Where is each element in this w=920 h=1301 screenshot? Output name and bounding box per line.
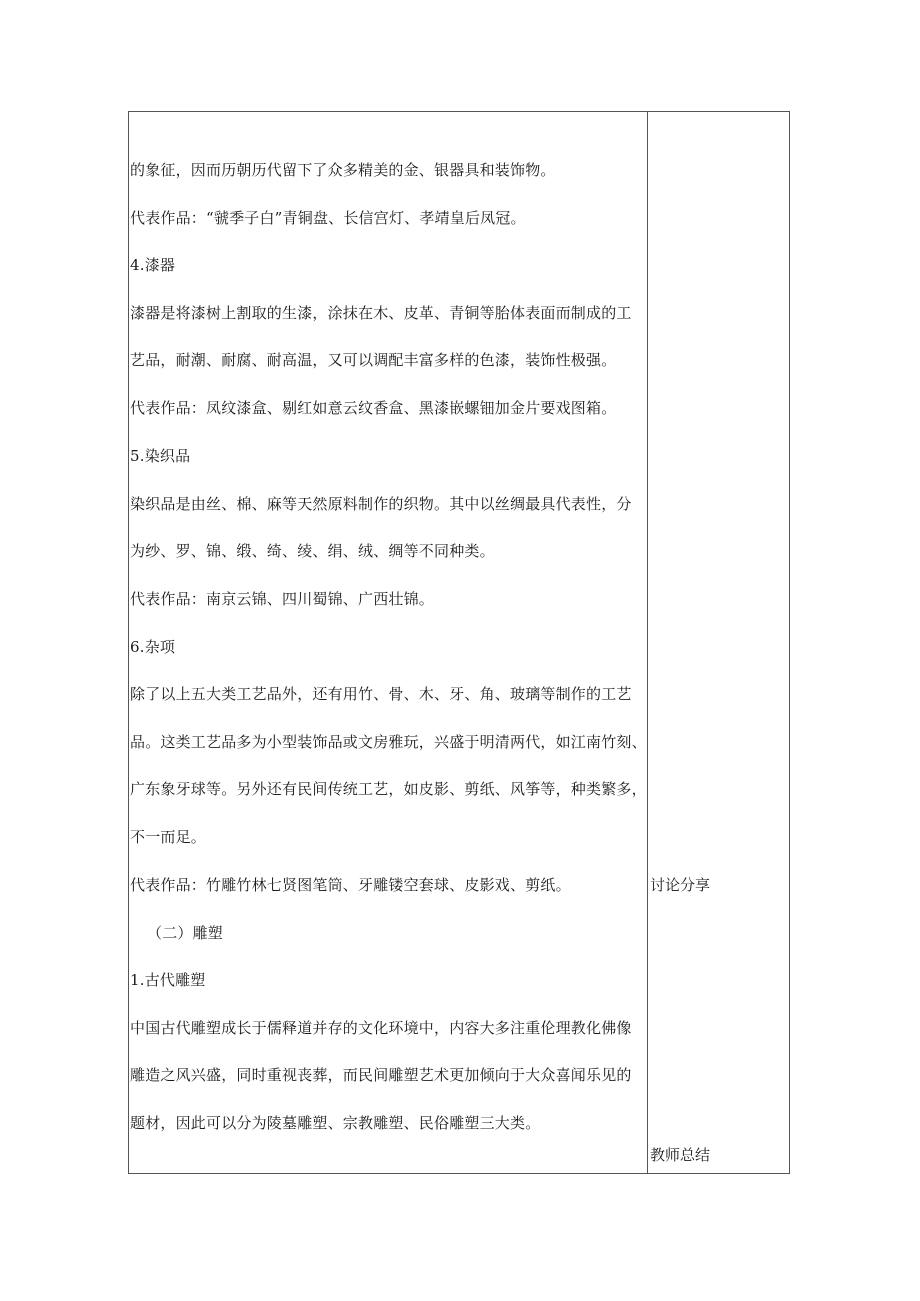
section-heading-sculpture: （二）雕塑 (147, 924, 224, 942)
text-line: 代表作品：竹雕竹林七贤图笔筒、牙雕镂空套球、皮影戏、剪纸。 (130, 876, 571, 894)
text-line: 染织品是由丝、棉、麻等天然原料制作的织物。其中以丝绸最具代表性，分 (130, 495, 632, 513)
text-line: 为纱、罗、锦、缎、绮、绫、绢、绒、绸等不同种类。 (130, 542, 495, 560)
text-line: 题材，因此可以分为陵墓雕塑、宗教雕塑、民俗雕塑三大类。 (130, 1114, 541, 1132)
section-heading-lacquer: 4.漆器 (130, 256, 176, 274)
text-line: 漆器是将漆树上割取的生漆，涂抹在木、皮革、青铜等胎体表面而制成的工 (130, 304, 632, 322)
content-cell (129, 112, 648, 1173)
section-heading-misc: 6.杂项 (130, 638, 176, 656)
text-line: 雕造之风兴盛，同时重视丧葬，而民间雕塑艺术更加倾向于大众喜闻乐见的 (130, 1066, 632, 1084)
text-line: 艺品，耐潮、耐腐、耐高温，又可以调配丰富多样的色漆，装饰性极强。 (130, 351, 617, 369)
lesson-table (128, 111, 790, 1174)
section-heading-textiles: 5.染织品 (130, 447, 191, 465)
text-line: 中国古代雕塑成长于儒释道并存的文化环境中，内容大多注重伦理教化佛像 (130, 1019, 632, 1037)
discussion-label: 讨论分享 (650, 876, 711, 894)
text-line: 除了以上五大类工艺品外，还有用竹、骨、木、牙、角、玻璃等制作的工艺 (130, 685, 632, 703)
section-heading-ancient-sculpture: 1.古代雕塑 (130, 971, 206, 989)
activity-cell (648, 112, 789, 1173)
text-line: 代表作品：凤纹漆盒、剔红如意云纹香盒、黑漆嵌螺钿加金片要戏图箱。 (130, 399, 617, 417)
teacher-summary-label: 教师总结 (650, 1146, 711, 1164)
text-line: 代表作品：南京云锦、四川蜀锦、广西壮锦。 (130, 590, 435, 608)
text-line: 品。这类工艺品多为小型装饰品或文房雅玩，兴盛于明清两代，如江南竹刻、 (130, 733, 647, 751)
text-line: 的象征，因而历朝历代留下了众多精美的金、银器具和装饰物。 (130, 161, 556, 179)
text-line: 不一而足。 (130, 828, 207, 846)
text-line: 广东象牙球等。另外还有民间传统工艺，如皮影、剪纸、风筝等，种类繁多， (130, 780, 647, 798)
text-line: 代表作品：“虢季子白”青铜盘、长信宫灯、孝靖皇后凤冠。 (130, 209, 526, 227)
